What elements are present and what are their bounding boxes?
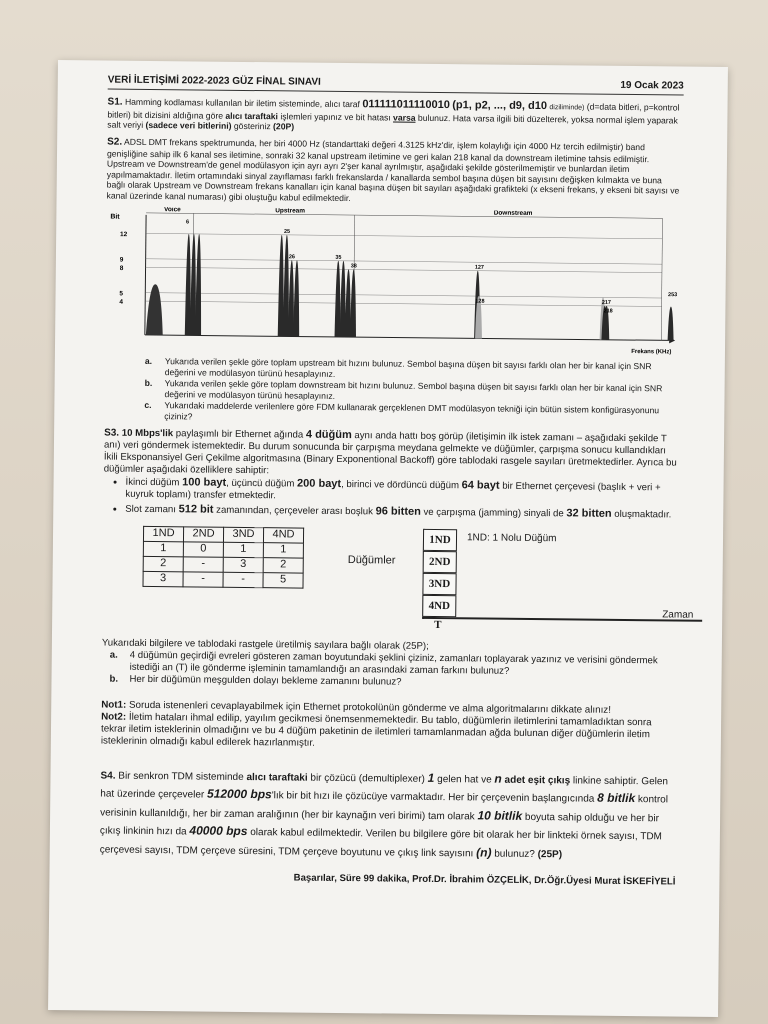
q4-text-c: bir çözücü (demultiplexer) <box>310 772 425 785</box>
q2-item-c-label: c. <box>144 400 152 411</box>
timeline-legend: 1ND: 1 Nolu Düğüm <box>466 532 557 545</box>
table-cell: - <box>183 572 223 587</box>
q4-text-r: bulunuz? <box>494 848 535 861</box>
q3-b2-g: oluşmaktadır. <box>614 508 672 521</box>
table-row <box>143 572 303 589</box>
chart-gridline <box>145 293 661 298</box>
timeline-node-2: 2ND <box>423 551 457 573</box>
q4-text-l: kontrol verisinin kullanıldığı, her bir zaman aralığının (her bir kaynağın veri birimi) tam olarak <box>100 794 669 823</box>
q3-bullet-1 <box>125 475 679 506</box>
chart-channel-label: 127 <box>474 264 484 271</box>
table-header-row <box>143 527 303 544</box>
q3-b1-g: bir Ethernet çerçevesi (başlık + veri + kuyruk toplamı) transfer etmektedir. <box>125 480 661 502</box>
q4-text-d: 1 <box>427 770 435 785</box>
table-cell: 2 <box>263 558 303 573</box>
chart-bar <box>668 307 674 341</box>
table-header: 2ND <box>183 527 223 542</box>
q4-text-p: olarak kabul edilmektedir. Verilen bu bilgilere göre bit olarak her bir linkteki örnek sayısı, TDM çerçevesi sayısı, TDM çerçeve süresini, TDM çerçeve boyutunu ve çıkış link sayısını <box>99 827 662 860</box>
q3-nodes: 4 düğüm <box>305 428 352 442</box>
q3-b1-b: 100 bayt <box>182 475 227 489</box>
q2-item-a-label: a. <box>144 356 153 367</box>
table-cell: 5 <box>263 573 303 588</box>
q1-number: S1. <box>107 96 123 108</box>
q4-text-a: Bir senkron TDM sisteminde <box>118 770 244 783</box>
q1-text-b: (d=data bitleri, p=kontrol bitleri) bit dizisini aldığına göre <box>107 101 680 121</box>
question-3 <box>103 427 680 522</box>
q4-text-q: (n) <box>476 845 492 860</box>
chart-y-tick: 5 <box>119 290 124 298</box>
chart-region-label: Downstream <box>493 209 533 218</box>
note-2-text: İletim hataları ihmal edilip, yayılım gecikmesi önemsenmemektedir. Bu tablo, düğümlerin iletimlerini tamamladıktan sonra tekrar iletim isteklerinin olmadığını ve bu 4 düğüm paketinin de iletimleri tamamlanmadan ağda bulunan diğer düğümlerin iletim isteklerinin olmadığı kabul edilerek hazırlanmıştır. <box>100 711 652 749</box>
q1-bits: (p1, p2, ..., d9, d10 <box>452 99 548 113</box>
dmt-chart-svg <box>105 207 682 358</box>
question-2 <box>107 136 684 207</box>
q3-b1-c: , üçüncü düğüm <box>226 477 295 490</box>
q3-item-b-label: b. <box>109 673 119 685</box>
chart-bar <box>293 261 300 337</box>
question-4 <box>100 765 677 864</box>
chart-channel-label: 38 <box>350 263 357 270</box>
q3-speed: 10 Mbps'lik <box>121 427 174 440</box>
q1-bits-small: diziliminde) <box>549 104 585 112</box>
footer: Başarılar, Süre 99 dakika, Prof.Dr. İbrahim ÖZÇELİK, Dr.Öğr.Üyesi Murat İSKEFİYELİ <box>293 872 676 888</box>
q4-text-j: 'lık bir bit hızı ile çözücüye varmaktadır. Her bir çerçevenin başlangıcında <box>271 790 595 805</box>
q3-b1-e: , birinci ve dördüncü düğüm <box>341 478 460 491</box>
table-cell: 2 <box>143 557 183 572</box>
q2-item-a-text: Yukarıda verilen şekle göre toplam upstream bit hızını bulunuz. Sembol başına düşen bit sayısı farklı olan her bir kanal için SNR değerini ve modülasyon türünü hesaplayınız. <box>164 356 652 379</box>
table-cell: 1 <box>223 542 263 557</box>
q3-b1-a: İkinci düğüm <box>125 476 180 488</box>
q1-varsa: varsa <box>393 112 416 123</box>
table-cell: 3 <box>223 557 263 572</box>
q4-text-i: 512000 bps <box>206 786 272 802</box>
q3-item-b-text: Her bir düğümün meşgulden dolayı bekleme zamanını bulunuz? <box>129 674 402 688</box>
chart-gridline <box>146 259 662 264</box>
q1-text-d: bulunuz. Hata varsa ilgili biti düzelterek, yoksa normal işlem yaparak salt veriyi <box>107 112 678 130</box>
q4-text-g: adet eşit çıkış <box>504 774 571 787</box>
timeline-node-4: 4ND <box>422 595 456 617</box>
table-header: 4ND <box>263 528 303 543</box>
table-cell: - <box>183 557 223 572</box>
table-cell: 1 <box>143 542 183 557</box>
q2-subquestions <box>104 356 681 427</box>
q4-text-e: gelen hat ve <box>437 773 492 786</box>
q3-item-a-label: a. <box>109 649 118 661</box>
q3-b2-e: ve çarpışma (jamming) sinyali de <box>423 506 564 520</box>
table-cell: 1 <box>263 543 303 558</box>
q3-number: S3. <box>104 427 120 439</box>
q3-figures <box>102 526 694 640</box>
exam-date: 19 Ocak 2023 <box>620 79 684 92</box>
q3-intro <box>104 427 680 482</box>
note-2-label: Not2: <box>101 711 127 723</box>
chart-x-axis <box>145 335 669 340</box>
q2-item-b-label: b. <box>144 378 153 389</box>
chart-channel-label: 35 <box>335 254 342 262</box>
table-row <box>143 557 303 574</box>
q3-item-a-text: 4 düğümün geçirdiği evreleri gösteren zaman boyutundaki şeklini çiziniz, zamanları toplayarak yazınız ve verisini göndermek istediği an (T) ile gönderme işleminin tamamlandığı an arasındaki zaman farkını bulunuz? <box>129 649 658 677</box>
q3-b1-f: 64 bayt <box>461 478 500 492</box>
table-cell: - <box>223 572 263 587</box>
timeline-diagram <box>422 529 713 632</box>
q3-questions <box>101 638 677 692</box>
chart-channel-label: 128 <box>475 298 485 305</box>
q1-text-e: gösteriniz <box>233 120 271 132</box>
q3-q-intro: Yukarıdaki bilgilere ve tablodaki rastgele üretilmiş sayılara bağlı olarak (25P); <box>101 637 429 653</box>
chart-y-tick: 8 <box>119 265 124 273</box>
q3-b2-d: 96 bitten <box>375 505 421 518</box>
chart-channel-label: 25 <box>283 228 291 236</box>
chart-y-tick: 9 <box>119 256 124 264</box>
chart-y-axis <box>145 215 146 335</box>
table-cell: 0 <box>183 542 223 557</box>
q2-item-b-text: Yukarıda verilen şekle göre toplam downstream bit hızını bulunuz. Sembol başına düşen bit sayısı farklı olan her bir kanal için SNR değerini ve modülasyon türünü hesaplayınız. <box>164 378 663 401</box>
dmt-chart <box>105 207 682 358</box>
q2-number: S2. <box>107 136 123 148</box>
q4-number: S4. <box>100 770 116 782</box>
chart-voice-band <box>146 284 163 335</box>
nodes-label: Düğümler <box>347 554 396 567</box>
chart-gridline <box>145 298 661 306</box>
chart-top-border <box>146 213 662 218</box>
table-row <box>143 542 303 559</box>
question-1 <box>107 96 683 136</box>
q3-text-a: paylaşımlı bir Ethernet ağında <box>175 428 304 441</box>
q4-text-n: boyuta sahip olduğu ve her bir çıkış linkinin hızı da <box>99 811 659 838</box>
q3-b2-a: Slot zamanı <box>125 503 177 515</box>
q1-code: 011111011110010 <box>362 98 450 112</box>
table-header: 3ND <box>223 527 263 542</box>
q4-points: (25P) <box>537 849 563 861</box>
q4-text-f: n <box>494 771 502 786</box>
chart-channel-label: 253 <box>668 292 678 299</box>
table-header: 1ND <box>143 527 183 542</box>
note-2 <box>101 711 677 753</box>
random-number-table <box>142 526 304 589</box>
table-cell: 3 <box>143 572 183 587</box>
q1-bold2: (sadece veri bitlerini) <box>145 119 232 131</box>
q1-bold1: alıcı taraftaki <box>225 110 279 121</box>
q3-b2-f: 32 bitten <box>566 507 612 520</box>
exam-header <box>108 75 684 96</box>
chart-channel-label: 26 <box>288 254 295 261</box>
chart-bar <box>195 234 202 336</box>
timeline-time-label: Zaman <box>662 609 694 621</box>
q4-text-o: 40000 bps <box>189 823 248 839</box>
q4-text-m: 10 bitlik <box>477 808 523 823</box>
q2-text: ADSL DMT frekans spektrumunda, her biri 4000 Hz (standarttaki değeri 4.3125 kHz'dir, işlem kolaylığı için 4000 Hz tercih edilmiştir) band genişliğine sahip ilk 6 kanal ses iletimine, sonraki 32 kanal upstream iletimine ve geri kalan 218 kanal da downstream iletimine tahsis edilmiştir. Upstream ve Downstream'de genel modülasyon için ayrı ayrı 2'şer kanal ayrılmıştır, aşağıdaki şekilde gösterilmemiştir ve bunlardan iletim yapılmamaktadır. İletim ortamındaki sinyal zayıflaması farklı frekanslarda / kanallarda sembol başına düşen bit sayısını değişken kılmakta ve buna bağlı olarak Upstream ve Downstream frekans kanalları için kanal başına düşen bit sayıları aşağıdaki grafikteki (x ekseni frekans, y ekseni bit sayısı ve kanal üzerinde kanal numarası) gibi oluştuğu kabul edilmektedir. <box>106 136 680 203</box>
q1-points: (20P) <box>273 121 295 132</box>
chart-channel-label: 6 <box>185 219 190 226</box>
note-1-text: Soruda istenenleri cevaplayabilmek için Ethernet protokolünün gönderme ve alma algoritmalarını dikkate alınız! <box>128 699 612 716</box>
timeline-node-3: 3ND <box>422 573 456 595</box>
chart-gridline <box>146 234 662 239</box>
chart-y-label: Bit <box>110 213 120 221</box>
q1-text-a: Hamming kodlaması kullanılan bir iletim sisteminde, alıcı taraf <box>124 96 361 110</box>
chart-region-label: Voice <box>164 206 181 214</box>
timeline-t-label: T <box>434 619 442 632</box>
q3-b2-b: 512 bit <box>178 502 214 516</box>
q4-text-b: alıcı taraftaki <box>246 771 308 784</box>
q3-text-b: aynı anda hattı boş görüp (iletişimin ilk istek zamanı – aşağıdaki şekilde T anı) veri göndermek istemektedir. Bu durum sonucunda bir çarpışma meydana gelmekte ve düğümler, çarpışma sonucu kullandıkları İkili Eksponansiyel Geri Çekilme algoritmasına (Binary Exponentional Backoff) göre tablodaki rasgele sayıları üretmektedirler. Ayrıca bu düğümler aşağıdaki özelliklere sahiptir: <box>103 430 677 477</box>
notes <box>101 699 677 753</box>
note-1-label: Not1: <box>101 699 127 711</box>
chart-down-divider <box>661 219 662 341</box>
q4-text-k: 8 bitlik <box>597 790 636 806</box>
q3-b2-c: zamanından, çerçeveler arası boşluk <box>216 504 374 518</box>
timeline-node-1: 1ND <box>423 529 457 551</box>
q4-text-h: linkine sahiptir. Gelen hat üzerinde çerçeveler <box>100 775 669 801</box>
q1-text-c: işlemleri yapınız ve bit hatası <box>280 110 391 123</box>
exam-title: VERİ İLETİŞİMİ 2022-2023 GÜZ FİNAL SINAVI <box>107 74 321 88</box>
q2-item-c <box>144 400 680 427</box>
timeline-x-axis <box>422 617 702 622</box>
chart-region-label: Upstream <box>275 207 306 215</box>
exam-page <box>48 60 728 1017</box>
chart-x-label: Frekans (KHz) <box>631 349 672 356</box>
q2-item-c-text: Yukarıdaki maddelerde verilenlere göre FDM kullanarak gerçeklenen DMT modülasyon tekniği için bütün sistem konfigürasyonunu çiziniz? <box>164 400 660 422</box>
chart-y-tick: 12 <box>120 231 128 239</box>
chart-channel-label: 217 <box>601 300 611 307</box>
q3-bullets <box>125 475 679 521</box>
chart-y-tick: 4 <box>119 298 124 307</box>
chart-channel-label: 218 <box>603 308 613 315</box>
q3-b1-d: 200 bayt <box>297 477 342 490</box>
